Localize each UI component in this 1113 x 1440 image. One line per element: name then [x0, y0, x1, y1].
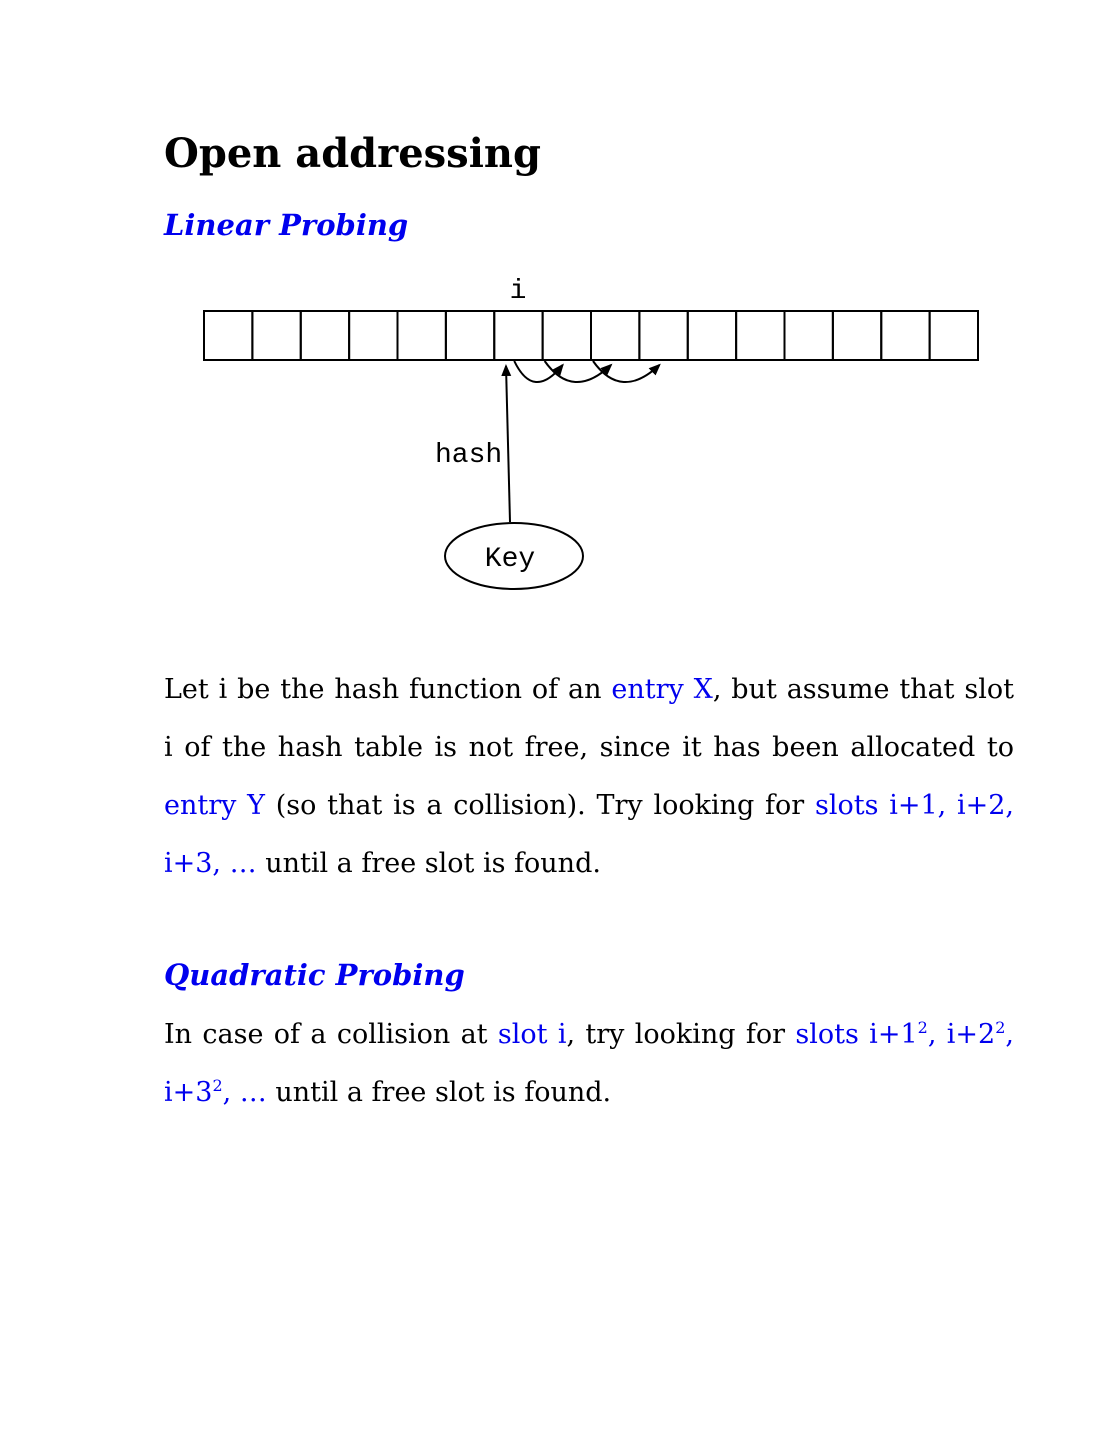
text: slots i+1	[795, 1019, 918, 1050]
hash-slot	[543, 311, 591, 360]
hash-slot	[688, 311, 736, 360]
entry-x-highlight: entry X	[611, 674, 713, 705]
text: , i+3	[164, 1019, 1014, 1108]
hash-slot	[494, 311, 542, 360]
text: Let i be the hash function of an	[164, 674, 612, 705]
hash-slot	[398, 311, 446, 360]
hash-label: hash	[435, 440, 503, 471]
hash-slot	[591, 311, 639, 360]
page-title: Open addressing	[164, 130, 541, 177]
text: , but assume that slot i of the hash table is not free, since it has been allocated to	[164, 674, 1015, 763]
text: (so that is a collision). Try looking for	[264, 790, 815, 821]
text: In case of a collision at	[164, 1019, 498, 1050]
hash-slot	[833, 311, 881, 360]
hash-slot	[881, 311, 929, 360]
entry-y-highlight: entry Y	[164, 790, 265, 821]
hash-slot	[930, 311, 978, 360]
slots-highlight: slots i+1, i+2, i+3, …	[164, 790, 1014, 879]
slot-i-highlight: slot i	[497, 1019, 567, 1050]
hash-slot	[301, 311, 349, 360]
hash-slot	[349, 311, 397, 360]
text: until a free slot is found.	[266, 1077, 612, 1108]
hash-slot	[639, 311, 687, 360]
linear-probing-heading: Linear Probing	[164, 208, 409, 242]
exponent: 2	[917, 1018, 928, 1037]
exponent: 2	[212, 1076, 223, 1095]
key-label: Key	[484, 544, 536, 575]
text: i+2	[946, 1019, 996, 1050]
linear-probing-diagram	[0, 0, 1113, 620]
exponent: 2	[995, 1018, 1006, 1037]
text: , try looking for	[566, 1019, 796, 1050]
hash-slot	[785, 311, 833, 360]
hash-slot	[446, 311, 494, 360]
hash-slot	[252, 311, 300, 360]
quadratic-probing-heading: Quadratic Probing	[164, 958, 465, 992]
linear-probing-description	[164, 661, 1014, 893]
probe-arrow	[593, 361, 659, 382]
probe-arrows	[514, 361, 659, 382]
hash-slot	[204, 311, 252, 360]
hash-table-slots	[204, 311, 978, 360]
index-label: i	[509, 276, 527, 307]
quadratic-probing-description	[164, 1006, 1014, 1122]
text: , …	[222, 1077, 267, 1108]
text: until a free slot is found.	[256, 848, 601, 879]
text: ,	[927, 1019, 937, 1050]
probe-arrow	[514, 361, 562, 382]
hash-arrow	[506, 366, 510, 522]
hash-slot	[736, 311, 784, 360]
